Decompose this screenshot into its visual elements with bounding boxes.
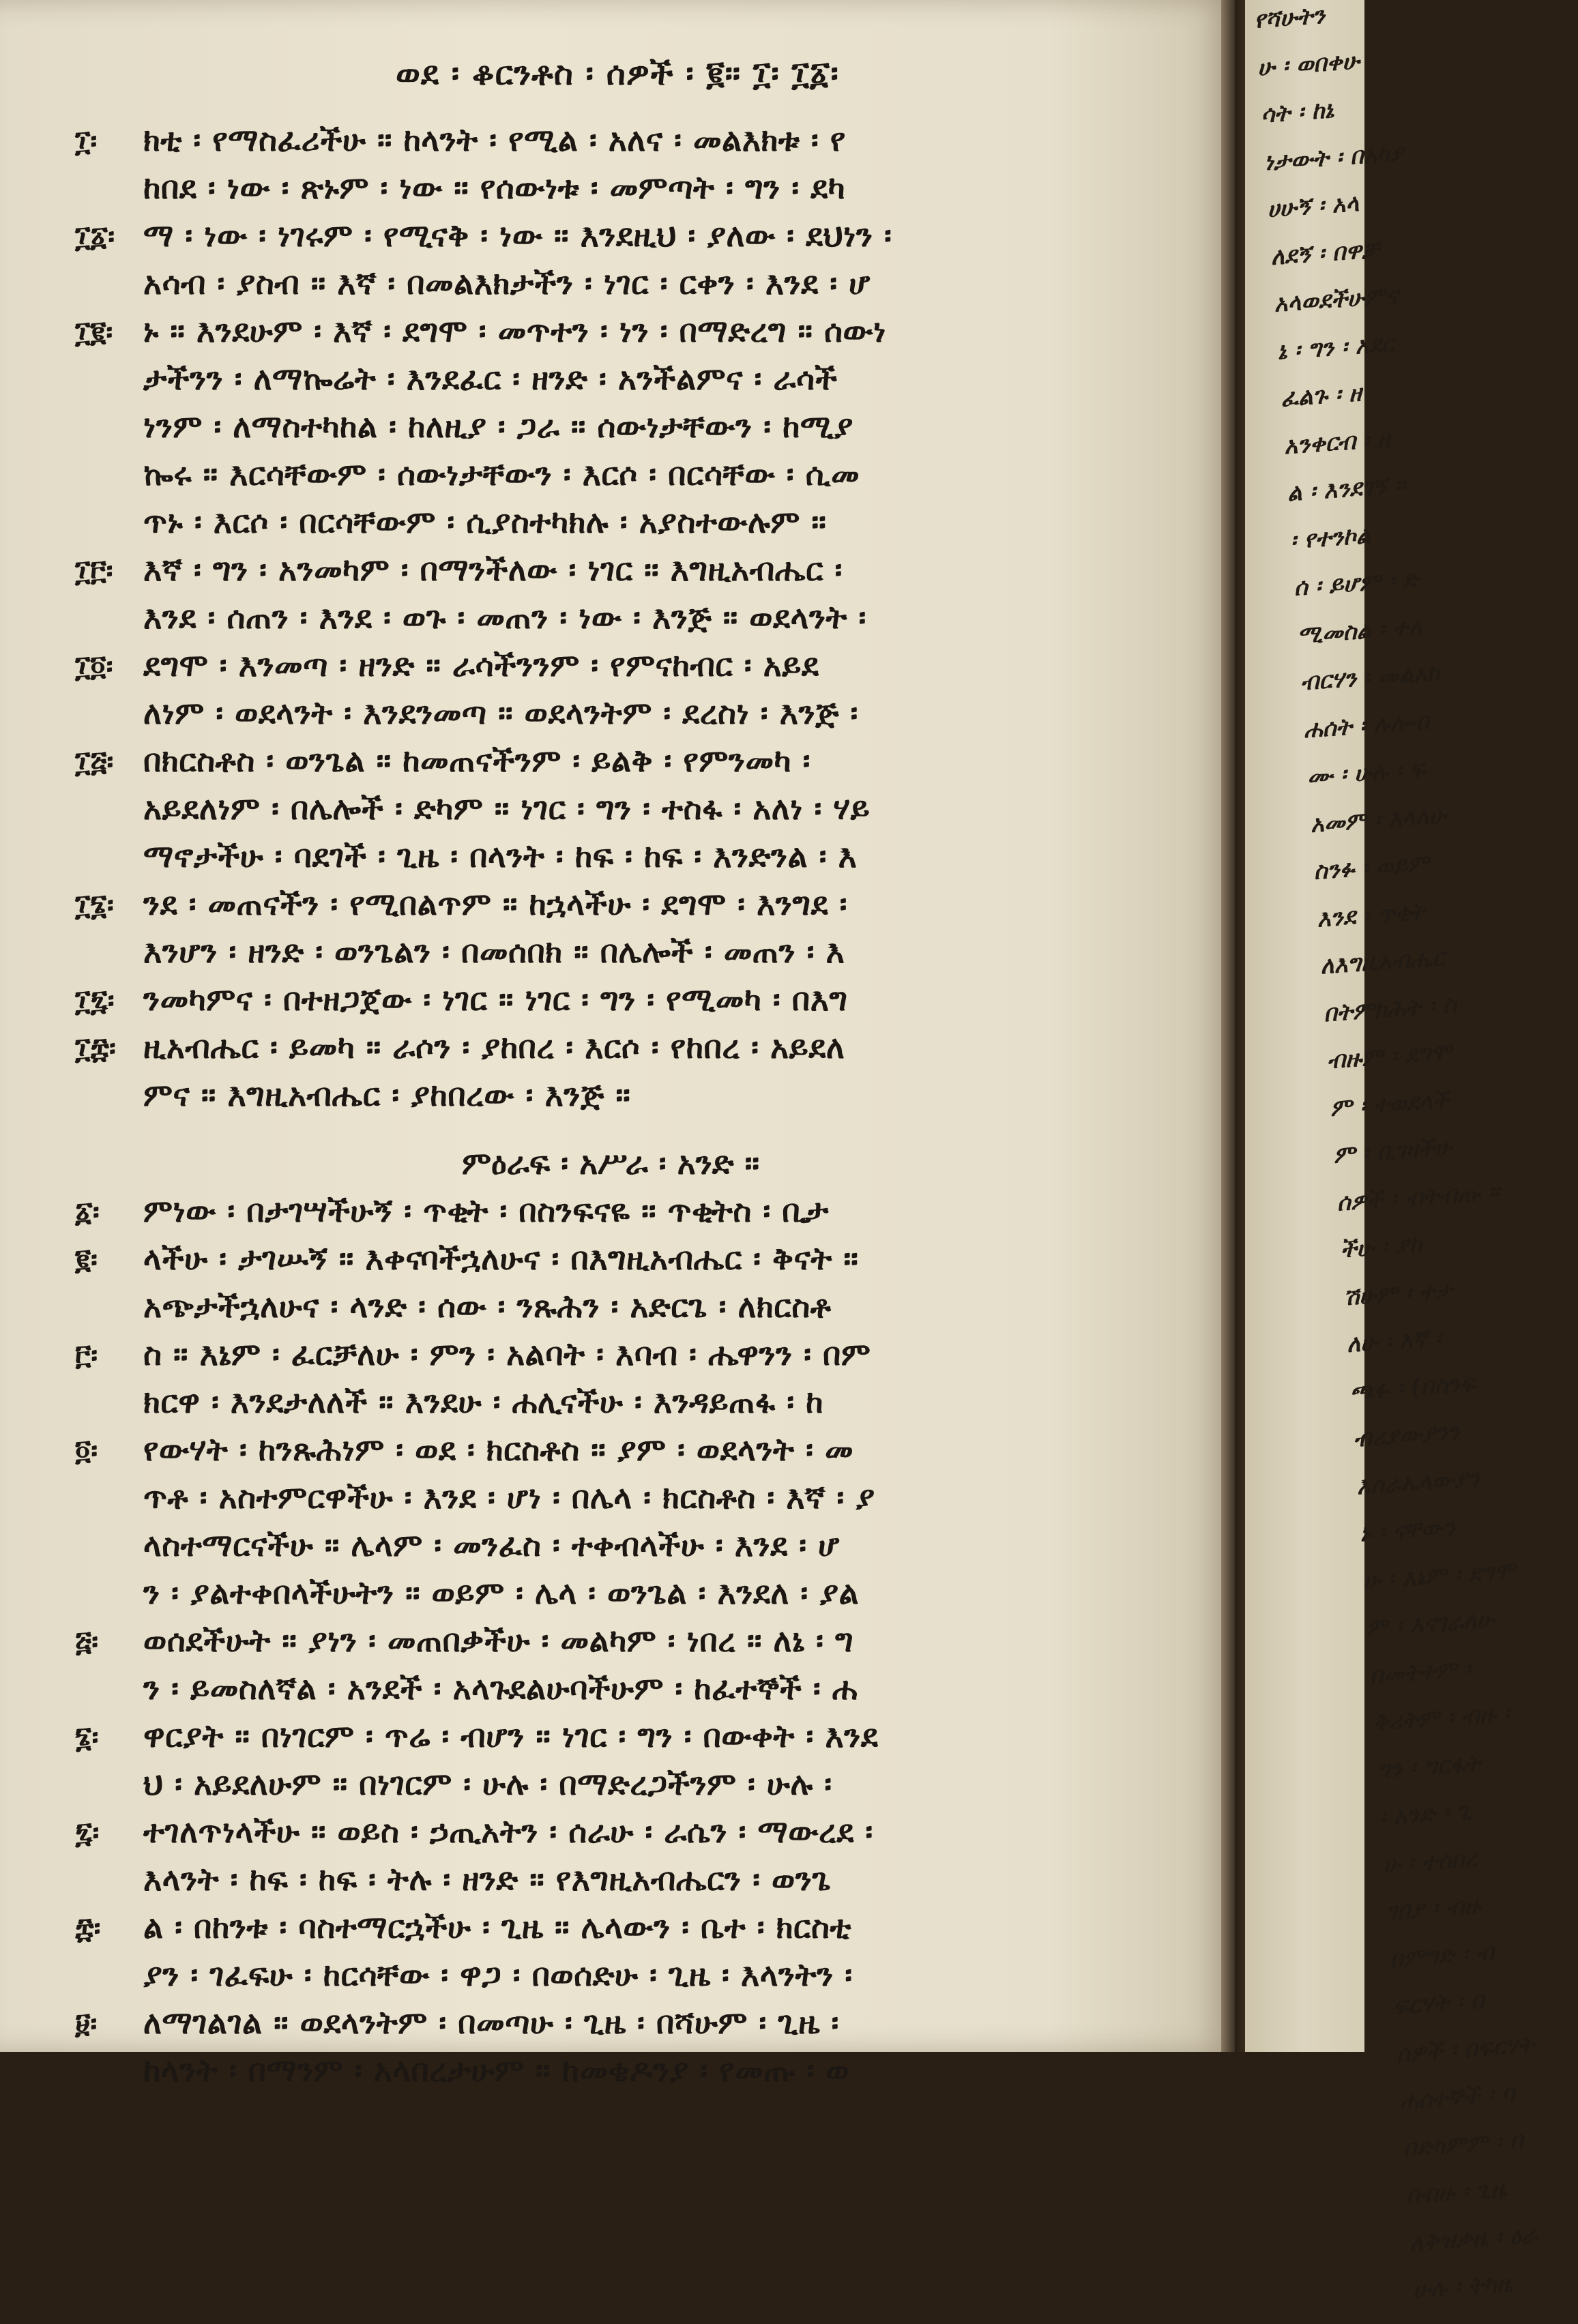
running-head: ወደ ፡ ቆርንቶስ ፡ ሰዎች ፡ ፪። ፲፡ ፲፩፡ bbox=[396, 55, 839, 93]
right-page-line: ሚመስል ፡ ተለ bbox=[1296, 613, 1423, 649]
line-text: ጥኑ ፡ እርሶ ፡ በርሳቸውም ፡ ሲያስተካክሉ ፡ አያስተውሉም ። bbox=[143, 503, 827, 540]
text-line bbox=[0, 742, 1221, 790]
text-line bbox=[0, 408, 1221, 456]
right-page-line: ነታውት ፡ በአካያ bbox=[1263, 138, 1405, 176]
line-text: ኑ ። እንደሁም ፡ እኛ ፡ ደግሞ ፡ መጥተን ፡ ነን ፡ በማድረግ ። ሰውነ bbox=[143, 312, 886, 349]
line-text: ንደ ፡ መጠናችን ፡ የሚበልጥም ። ከኋላችሁ ፡ ደግሞ ፡ እንግደ ፡ bbox=[143, 885, 847, 922]
right-page-lines bbox=[1253, 0, 1551, 2324]
text-line bbox=[0, 503, 1221, 551]
line-text: ነንም ፡ ለማስተካከል ፡ ከለዚያ ፡ ጋራ ። ሰውነታቸውን ፡ ከሚያ bbox=[143, 408, 853, 445]
text-line bbox=[0, 1909, 1221, 1956]
line-text: እንደ ፡ ሰጠን ፡ እንደ ፡ ወጉ ፡ መጠን ፡ ነው ፡ እንጅ ። ወደላንት ፡ bbox=[143, 599, 866, 636]
line-text: ን ፡ ይመስለኛል ፡ አንደች ፡ አላጉደልሁባችሁም ፡ ከፈተኞች ፡ ሐ bbox=[143, 1670, 858, 1707]
text-line bbox=[0, 1288, 1221, 1336]
text-line bbox=[0, 1622, 1221, 1670]
text-line bbox=[0, 1718, 1221, 1765]
book-gutter bbox=[1221, 0, 1248, 2052]
chapter-heading: ምዕራፍ ፡ አሥራ ፡ አንድ ። bbox=[461, 1145, 760, 1181]
line-text: ማ ፡ ነው ፡ ነገሩም ፡ የሚናቅ ፡ ነው ። እንደዚህ ፡ ያለው ፡ ደህነን ፡ bbox=[143, 217, 892, 254]
verses-part-2 bbox=[0, 1192, 1221, 2100]
right-page-line: ብርሃን ፡ መልአክ bbox=[1299, 659, 1441, 696]
right-page-line: በድካምም ፡ በ bbox=[1402, 2126, 1524, 2162]
right-page-line: አላወደችሁምና bbox=[1273, 282, 1399, 318]
right-page-line: ብዙም ፡ ደግሞ bbox=[1326, 1038, 1453, 1075]
line-text: ምነው ፡ በታገሣችሁኝ ፡ ጥቂት ፡ በስንፍናዬ ። ጥቂትስ ፡ ቢታ bbox=[143, 1192, 829, 1229]
text-line bbox=[0, 169, 1221, 217]
right-page-line: በትምክሕት ፡ ስ bbox=[1322, 990, 1458, 1027]
line-text: ዚአብሔር ፡ ይመካ ። ራሶን ፡ ያከበረ ፡ እርሶ ፡ የከበረ ፡ አይደለ bbox=[143, 1029, 845, 1065]
text-line bbox=[0, 1431, 1221, 1479]
verse-number: ፲፩፡ bbox=[75, 220, 115, 253]
right-page-line: ለደኝ ፡ በዋቻ bbox=[1270, 235, 1380, 271]
text-line bbox=[0, 1670, 1221, 1718]
right-page-line: በብዙ ፡ ጊዜ bbox=[1405, 2175, 1508, 2210]
text-line bbox=[0, 933, 1221, 981]
verse-number: ፪፡ bbox=[75, 1243, 98, 1276]
line-text: እኛ ፡ ግን ፡ አንመካም ፡ በማንችለው ፡ ነገር ። እግዚአብሔር ፡ bbox=[143, 551, 843, 588]
right-page-line: ስንፉ ፡ ወይም bbox=[1313, 850, 1430, 885]
text-line bbox=[0, 1240, 1221, 1288]
verse-number: ፲፬፡ bbox=[75, 649, 113, 683]
line-text: ል ፡ በከንቱ ፡ ባስተማርኋችሁ ፡ ጊዜ ። ሌላውን ፡ ቤተ ፡ ክርስቲ bbox=[143, 1909, 851, 1945]
right-page-line: ሰዎች ፡ ብትብጡ ። bbox=[1336, 1177, 1501, 1217]
text-line bbox=[0, 312, 1221, 360]
right-page-line: ሁ ፡ ወበቀሁ bbox=[1256, 46, 1360, 82]
right-page-line: ለሁ ፡ እኛ ፡ bbox=[1345, 1324, 1442, 1359]
right-page-line: ለእግዚአብሔር bbox=[1319, 943, 1446, 980]
line-text: ን ፡ ያልተቀበላችሁትን ። ወይም ፡ ሌላ ፡ ወንጌል ፡ እንደለ ፡ ያል bbox=[143, 1574, 860, 1611]
text-line bbox=[0, 1192, 1221, 1240]
text-line bbox=[0, 1765, 1221, 1813]
right-page-line: ሀሁኝ ፡ አላ bbox=[1266, 189, 1360, 224]
right-page-line: ሁሉ ፡ ትካዜ bbox=[1412, 2269, 1513, 2304]
text-line bbox=[0, 1574, 1221, 1622]
line-text: በክርስቶስ ፡ ወንጌል ። ከመጠናችንም ፡ ይልቅ ፡ የምንመካ ፡ bbox=[143, 742, 810, 779]
line-text: ኰሩ ። እርሳቸውም ፡ ሰውነታቸውን ፡ እርሶ ፡ በርሳቸው ፡ ሲመ bbox=[143, 456, 860, 492]
text-line bbox=[0, 1076, 1221, 1124]
text-line bbox=[0, 1813, 1221, 1861]
text-line bbox=[0, 1527, 1221, 1574]
right-page-line: ገበያ ፡ ብዙ bbox=[1385, 1892, 1482, 1926]
line-text: ጥቶ ፡ አስተምርዋችሁ ፡ እንደ ፡ ሆነ ፡ በሌላ ፡ ክርስቶስ ፡ እኛ ፡ ያ bbox=[143, 1479, 875, 1516]
verse-number: ፲፫፡ bbox=[75, 554, 113, 587]
text-line bbox=[0, 790, 1221, 838]
verse-number: ፩፡ bbox=[75, 1195, 100, 1229]
right-page-line: ሐሰተኞች ፡ ባ bbox=[1399, 2079, 1516, 2115]
verse-number: ፮፡ bbox=[75, 1720, 99, 1754]
right-page-line: ም ፡ ተወደላች bbox=[1329, 1086, 1450, 1122]
line-text: ማኖታችሁ ፡ ባደገች ፡ ጊዜ ፡ በላንት ፡ ከፍ ፡ ከፍ ፡ እንድንል ፡ እ bbox=[143, 838, 858, 874]
text-line bbox=[0, 265, 1221, 312]
text-line bbox=[0, 647, 1221, 694]
line-text: ታችንን ፡ ለማኰሬት ፡ እንደፈር ፡ ዘንድ ፡ አንችልምና ፡ ራሳች bbox=[143, 360, 838, 397]
line-text: ለነም ፡ ወደላንት ፡ እንደንመጣ ። ወደላንትም ፡ ደረስነ ፡ እንጅ ፡ bbox=[143, 694, 858, 731]
line-text: ክርዋ ፡ እንደታለለች ። እንደሁ ፡ ሐሊናችሁ ፡ እንዳይጠፋ ፡ ከ bbox=[143, 1383, 823, 1420]
text-line bbox=[0, 694, 1221, 742]
text-line bbox=[0, 1956, 1221, 2004]
verse-number: ፫፡ bbox=[75, 1338, 98, 1372]
text-line bbox=[0, 1336, 1221, 1383]
right-page-line: ኔ ፡ ግን ፡ አደር bbox=[1276, 329, 1395, 366]
right-page-line: ሰዎች ፡ በፍርሃት bbox=[1395, 2031, 1535, 2068]
line-text: የውሃት ፡ ከንጹሕነም ፡ ወደ ፡ ክርስቶስ ። ያም ፡ ወደላንት ፡ መ bbox=[143, 1431, 854, 1468]
right-page-line: ግን ፡ ግርፋት bbox=[1375, 1749, 1482, 1784]
right-page-line: ኑ ፡ ናቸውን bbox=[1359, 1513, 1457, 1548]
right-page-line: ጫፉ ፡ (በስንፍ bbox=[1349, 1369, 1476, 1406]
right-page-line: ም ፡ እናገራለሁ bbox=[1365, 1606, 1495, 1643]
right-page-line: ፡ የተንኮል bbox=[1289, 521, 1372, 555]
line-text: ከላንት ፡ በማንም ፡ አላበረታሁም ። ከመቄዶንያ ፡ የመጡ ፡ ወ bbox=[143, 2052, 850, 2089]
verse-number: ፱፡ bbox=[75, 2007, 98, 2040]
line-text: እንሆን ፡ ዘንድ ፡ ወንጌልን ፡ በመሰበክ ። በሌሎች ፡ መጠን ፡ እ bbox=[143, 933, 845, 970]
text-line bbox=[0, 1029, 1221, 1076]
right-page-line: ሐሰት ፡ ሉሎብ bbox=[1302, 707, 1431, 744]
line-text: ተገለጥነላችሁ ። ወይስ ፡ ኃጢአትን ፡ ሰራሁ ፡ ራሴን ፡ ማውረደ ፡ bbox=[143, 1813, 873, 1850]
text-line bbox=[0, 360, 1221, 408]
verse-number: ፭፡ bbox=[75, 1625, 98, 1658]
right-page-line: ብሪያውያንን bbox=[1352, 1418, 1461, 1453]
text-block bbox=[0, 121, 1221, 2100]
right-page-line: በመትተም ፡ bbox=[1369, 1655, 1472, 1690]
right-page-line: እስራኤላውያን bbox=[1356, 1464, 1481, 1501]
verse-number: ፲፡ bbox=[75, 124, 98, 158]
verse-number: ፲፰፡ bbox=[75, 1031, 116, 1065]
right-page-line: ለቅዝቃዜ ፡ ዕራ bbox=[1408, 2220, 1539, 2257]
line-text: ንመካምና ፡ በተዘጋጀው ፡ ነገር ። ነገር ፡ ግን ፡ የሚመካ ፡ በእግ bbox=[143, 981, 848, 1018]
line-text: ወሰደችሁት ። ያነን ፡ መጠበቃችሁ ፡ መልካም ፡ ነበረ ። ለኔ ፡ ግ bbox=[143, 1622, 854, 1659]
right-page-line: ሰ ፡ ይሆም ፡ ድ bbox=[1293, 565, 1420, 602]
right-page-line: አመም ፡ እላለሁ bbox=[1309, 801, 1447, 838]
verse-number: ፰፡ bbox=[75, 1911, 101, 1945]
text-line bbox=[0, 981, 1221, 1029]
right-page-line: ፈልጉ ፡ ዘ bbox=[1279, 379, 1362, 413]
verse-number: ፲፮፡ bbox=[75, 888, 114, 922]
right-page-line: ችሁ ፡ ያከ bbox=[1339, 1231, 1423, 1264]
line-text: እላንት ፡ ከፍ ፡ ከፍ ፡ ትሉ ፡ ዘንድ ። የእግዚአብሔርን ፡ ወንጌ bbox=[143, 1861, 832, 1898]
line-text: ምና ። እግዚአብሔር ፡ ያከበረው ፡ እንጅ ። bbox=[143, 1076, 631, 1113]
right-page-line: ል ፡ እንደገኝ ። bbox=[1286, 471, 1407, 508]
line-text: ያን ፡ ገፈፍሁ ፡ ከርሳቸው ፡ ዋጋ ፡ በወሰድሁ ፡ ጊዜ ፡ እላንትን ፡ bbox=[143, 1956, 853, 1993]
line-text: ክቲ ፡ የማስፈሪችሁ ። ከላንት ፡ የሚል ፡ አለና ፡ መልእክቱ ፡ የ bbox=[143, 121, 846, 158]
line-text: አይደለነም ፡ በሌሎች ፡ ድካም ። ነገር ፡ ግን ፡ ተስፋ ፡ አለነ ፡ ሃይ bbox=[143, 790, 871, 827]
line-text: ህ ፡ አይደለሁም ። በነገርም ፡ ሁሉ ፡ በማድረጋችንም ፡ ሁሉ ፡ bbox=[143, 1765, 832, 1802]
line-text: ላችሁ ፡ ታገሡኝ ። እቀናባችኋለሁና ፡ በእግዚአብሔር ፡ ቅናት ። bbox=[143, 1240, 859, 1277]
verse-number: ፲፪፡ bbox=[75, 315, 113, 349]
right-page-line: ሙ ፡ ሁሉ ፡ ፍ bbox=[1306, 755, 1426, 791]
right-page-edge bbox=[1245, 0, 1539, 2304]
text-line bbox=[0, 838, 1221, 885]
text-line bbox=[0, 551, 1221, 599]
line-text: አሳብ ፡ ያስብ ። እኛ ፡ በመልእክታችን ፡ ነገር ፡ ርቀን ፡ እንደ ፡ ሆ bbox=[143, 265, 871, 301]
text-line bbox=[0, 885, 1221, 933]
right-page-line: ሁ ፡ እኔም ፡ ደግሞ bbox=[1362, 1557, 1517, 1595]
right-page-line: ሁ ፡ ተሰበረ bbox=[1382, 1844, 1478, 1879]
line-text: ላስተማርናችሁ ። ሌላም ፡ መንፈስ ፡ ተቀብላችሁ ፡ እንደ ፡ ሆ bbox=[143, 1527, 840, 1563]
text-line bbox=[0, 2004, 1221, 2052]
right-page-line: አንቀርብ ፡ ዘ bbox=[1283, 425, 1391, 460]
line-text: ዋርያት ። በነገርም ፡ ጥሬ ፡ ብሆን ። ነገር ፡ ግን ፡ በውቀት ፡ እንደ bbox=[143, 1718, 879, 1754]
text-line bbox=[0, 217, 1221, 265]
line-text: ከበደ ፡ ነው ፡ ጽኑም ፡ ነው ። የሰውነቱ ፡ መምጣት ፡ ግን ፡ ደካ bbox=[143, 169, 846, 206]
verses-part-1 bbox=[0, 121, 1221, 1124]
right-page-line: ፡ አንድ ፡ ጊ bbox=[1379, 1797, 1473, 1832]
right-page-line: ሳት ፡ ከኔ bbox=[1259, 96, 1335, 129]
text-line bbox=[0, 456, 1221, 503]
text-line bbox=[0, 121, 1221, 169]
verse-number: ፬፡ bbox=[75, 1434, 98, 1467]
right-page-line: በምግድ ፡ ብ bbox=[1388, 1938, 1495, 1973]
right-page-line: ሽሁም ፡ ተታ bbox=[1342, 1276, 1454, 1311]
verse-number: ፲፯፡ bbox=[75, 984, 115, 1017]
text-line bbox=[0, 599, 1221, 647]
text-line bbox=[0, 1861, 1221, 1909]
verse-number: ፯፡ bbox=[75, 1816, 100, 1849]
line-text: አጭታችኋለሁና ፡ ላንድ ፡ ሰው ፡ ንጹሕን ፡ አድርጌ ፡ ለክርስቶ bbox=[143, 1288, 832, 1325]
right-page-line: ቅሪትም ፡ ብዙ ፡ bbox=[1372, 1699, 1510, 1737]
line-text: ለማገልገል ። ወደላንትም ፡ በመጣሁ ፡ ጊዜ ፡ በሻሁም ፡ ጊዜ ፡ bbox=[143, 2004, 839, 2041]
verse-number: ፲፭፡ bbox=[75, 745, 114, 778]
right-page-line: የሻሁትን bbox=[1253, 1, 1326, 34]
right-page-line: ፍርሃት ፡ በ bbox=[1392, 1986, 1485, 2020]
text-line bbox=[0, 1383, 1221, 1431]
text-line bbox=[0, 1479, 1221, 1527]
right-page-line: ም ፡ ቢገዛችሁ bbox=[1332, 1133, 1453, 1169]
line-text: ስ ። እኔም ፡ ፈርቻለሁ ፡ ምን ፡ አልባት ፡ እባብ ፡ ሔዋንን ፡ በም bbox=[143, 1336, 871, 1372]
right-page-line: እንደ ፡ ጥቂት bbox=[1316, 898, 1426, 933]
text-line bbox=[0, 2052, 1221, 2100]
line-text: ደግሞ ፡ እንመጣ ፡ ዘንድ ። ራሳችንንም ፡ የምናከብር ፡ አይደ bbox=[143, 647, 819, 683]
